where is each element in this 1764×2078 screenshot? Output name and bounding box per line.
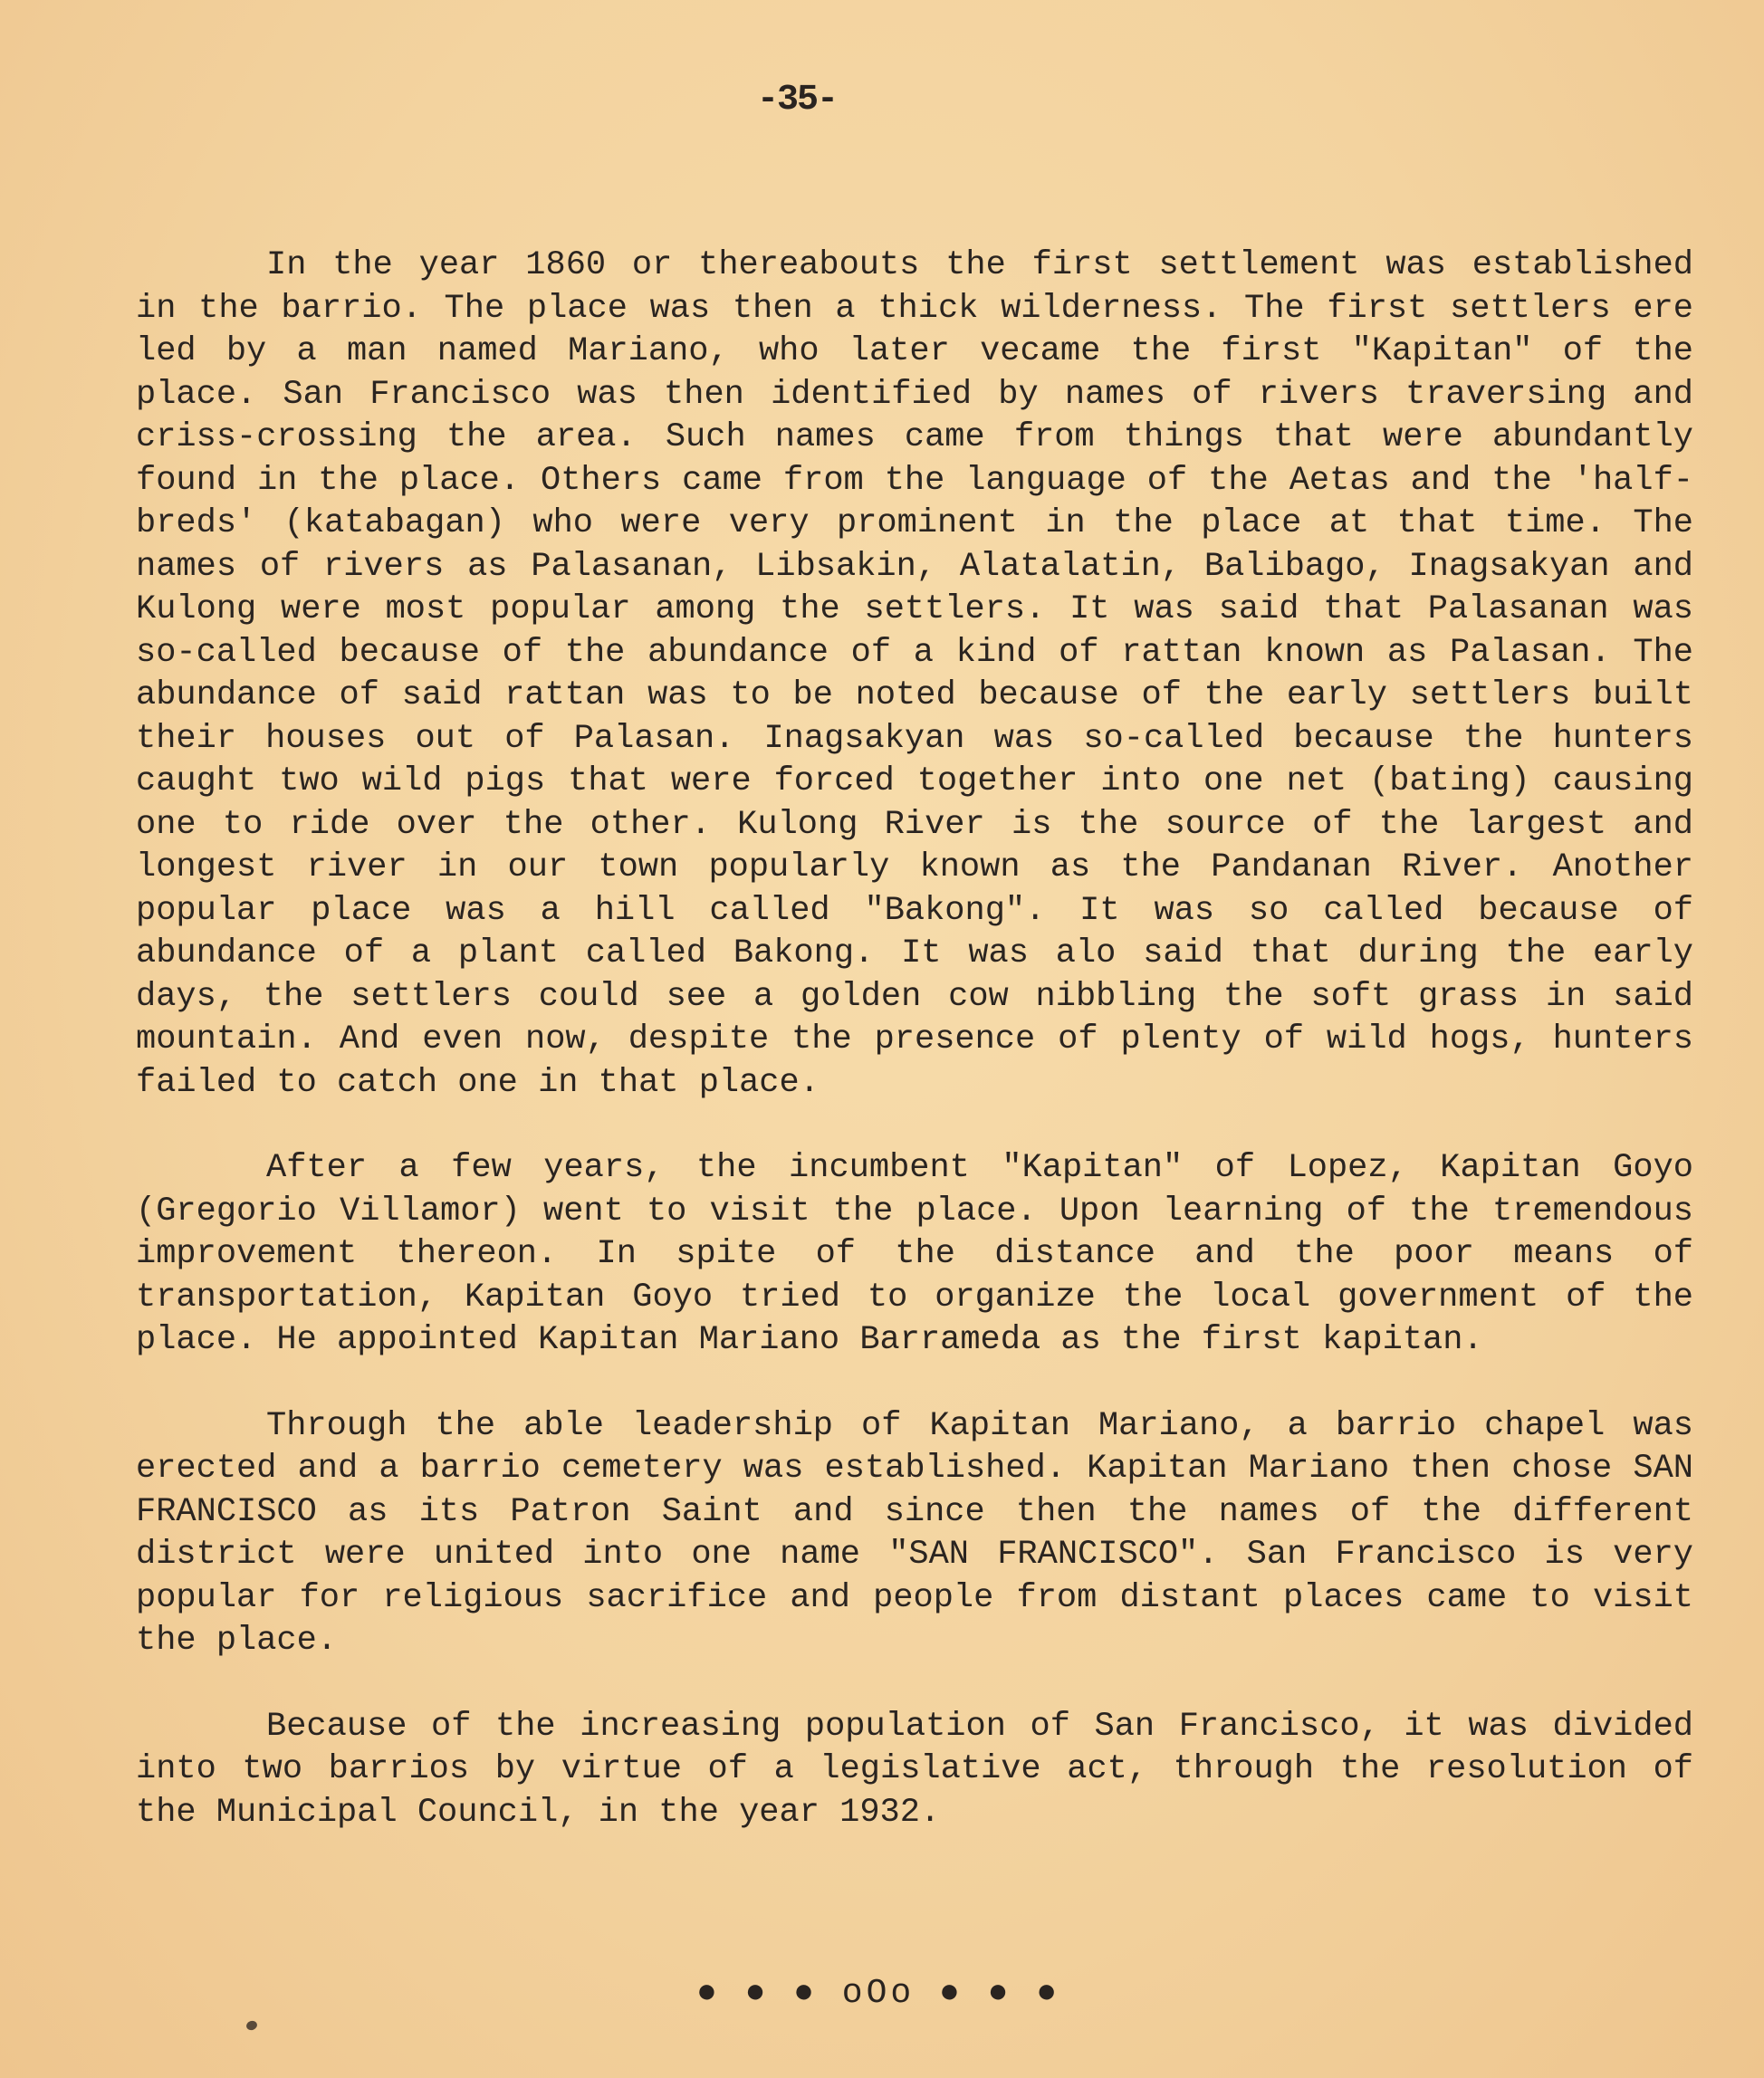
paragraph-patron-saint: Through the able leadership of Kapitan Mariano, a barrio chapel was erected and a barrio cemetery was established. Kapitan Mariano then chose SAN FRANCISCO as its Patron Saint and since then the names of the different district were united into one name "SAN FRANCISCO". San Francisco is very popular for religious sacrifice and people from distant places came to visit the place. bbox=[136, 1406, 1693, 1660]
page-number: -35- bbox=[756, 80, 837, 120]
paragraph-settlement-history: In the year 1860 or thereabouts the first settlement was established in the barrio. The place was then a thick wilderness. The first settlers ere led by a man named Mariano, who later vecame the first "Kapitan" of the place. San Francisco was then identified by names of rivers traversing and criss-crossing the area. Such names came from things that were abundantly found in the place. Others came from the language of the Aetas and the 'half-breds' (katabagan) who were very prominent in the place at that time. The names of rivers as Palasanan, Libsakin, Alatalatin, Balibago, Inagsakyan and Kulong were most popular among the settlers. It was said that Palasanan was so-called because of the abundance of a kind of rattan known as Palasan. The abundance of said rattan was to be noted because of the early settlers built their houses out of Palasan. Inagsakyan was so-called because the hunters caught two wild pigs that were forced together into one net (bating) causing one to ride over the other. Kulong River is the source of the largest and longest river in our town popularly known as the Pandanan River. Another popular place was a hill called "Bakong". It was so called because of abundance of a plant called Bakong. It was alo said that during the early days, the settlers could see a golden cow nibbling the soft grass in said mountain. And even now, despite the presence of plenty of wild hogs, hunters failed to catch one in that place. bbox=[136, 246, 1693, 1102]
section-end-ornament: ● ● ● oOo ● ● ● bbox=[695, 1974, 1061, 2013]
paragraph-barrio-division: Because of the increasing population of San Francisco, it was divided into two barrios by virtue of a legislative act, through the resolution of the Municipal Council, in the year 1932. bbox=[136, 1707, 1693, 1832]
body-text bbox=[136, 244, 1693, 1877]
paragraph-kapitan-goyo-visit: After a few years, the incumbent "Kapitan" of Lopez, Kapitan Goyo (Gregorio Villamor) went to visit the place. Upon learning of the tremendous improvement thereon. In spite of the distance and the poor means of transportation, Kapitan Goyo tried to organize the local government of the place. He appointed Kapitan Mariano Barrameda as the first kapitan. bbox=[136, 1149, 1693, 1359]
ink-smudge bbox=[245, 2019, 259, 2032]
